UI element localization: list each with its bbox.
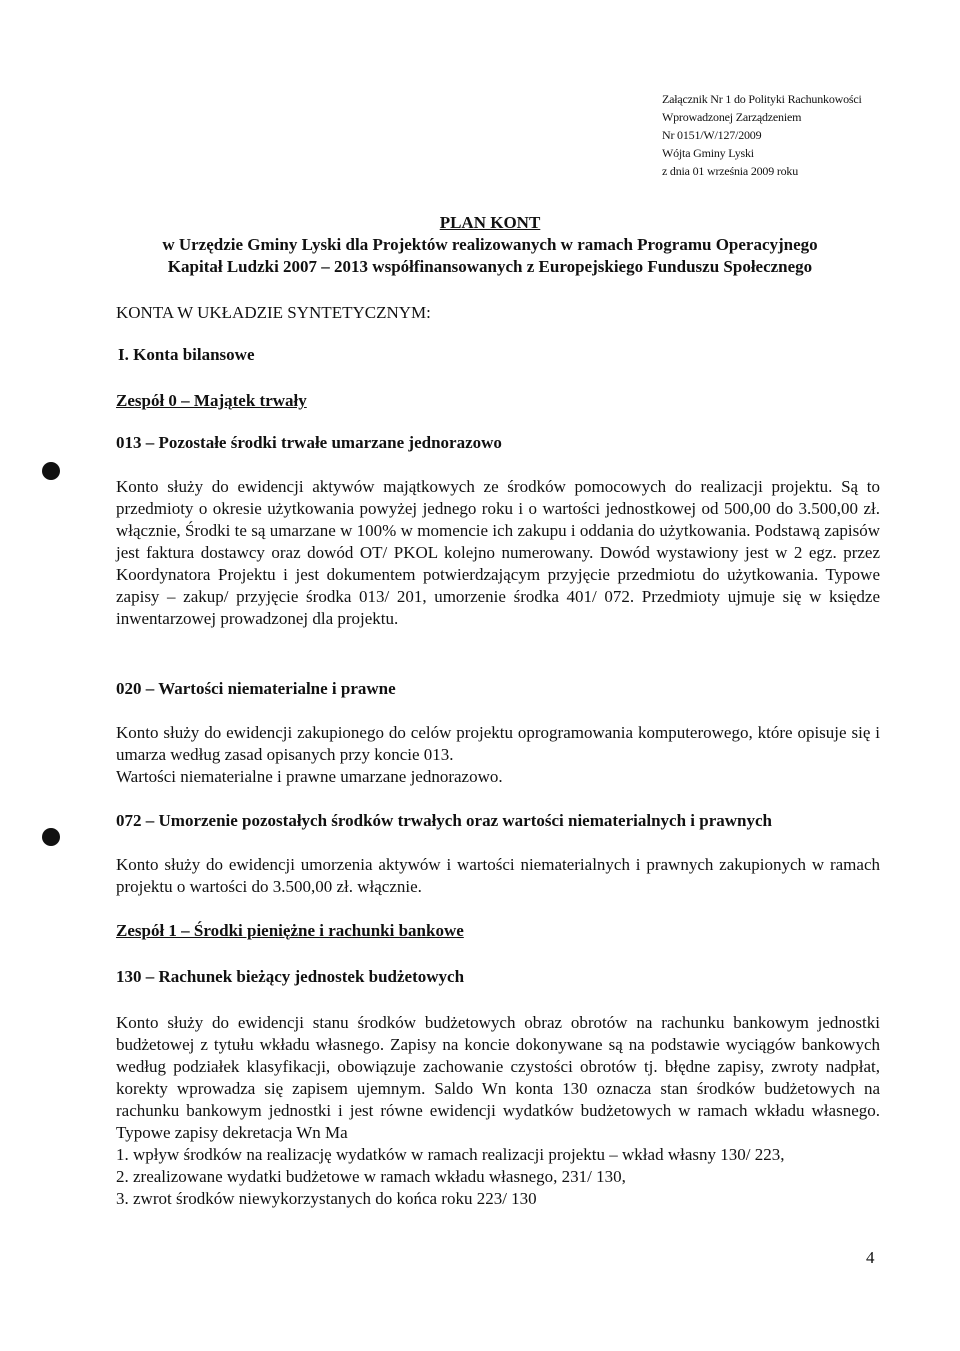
account-072-heading: 072 – Umorzenie pozostałych środków trwałych oraz wartości niematerialnych i prawnych	[116, 811, 772, 830]
paragraph: Konto służy do ewidencji aktywów majątkowych ze środków pomocowych do realizacji projektu. Są to przedmioty o okresie użytkowania powyżej jednego roku i o wartości jednostkowej od 500,00 do 3.500,00 zł. włącznie, Środki te są umarzane w 100% w momencie ich zakupu i oddania do użytkowania. Podstawą zapisów jest faktura dostawcy oraz dowód OT/ PKOL kolejno numerowany. Dowód wystawiony jest w 2 egz. przez Koordynatora Projektu i jest dokumentem potwierdzającym przyjęcie przedmiotu do użytkowania. Typowe zapisy – zakup/ przyjęcie środka 013/ 201, umorzenie środka 401/ 072. Przedmioty ujmuje się w księdze inwentarzowej prowadzonej dla projektu.	[116, 477, 880, 628]
title-block	[140, 212, 840, 278]
section-heading: KONTA W UKŁADZIE SYNTETYCZNYM:	[116, 303, 431, 322]
page-number: 4	[866, 1248, 875, 1267]
punch-hole	[42, 828, 60, 846]
paragraph: Konto służy do ewidencji stanu środków budżetowych obraz obrotów na rachunku bankowym jednostki budżetowej z tytułu wkładu własnego. Zapisy na koncie dokonywane są na podstawie wyciągów bankowych według podziałek klasyfikacji, obowiązuje zachowanie czystości obrotów tj. błędne zapisy, zwroty nadpłat, korekty wprowadza się zapisem ujemnym. Saldo Wn konta 130 oznacza stan środków budżetowych na rachunku bankowym jednostki i jest równe ewidencji wydatków budżetowych w ramach wkładu własnego. Typowe zapisy dekretacja Wn Ma	[116, 1013, 880, 1142]
subsection-heading: I. Konta bilansowe	[118, 345, 255, 364]
annex-line: Załącznik Nr 1 do Polityki Rachunkowości	[662, 92, 862, 106]
title-line: w Urzędzie Gminy Lyski dla Projektów realizowanych w ramach Programu Operacyjnego	[162, 235, 818, 254]
account-130-body	[116, 1012, 880, 1210]
paragraph: Konto służy do ewidencji umorzenia aktywów i wartości niematerialnych i prawnych zakupionych w ramach projektu o wartości do 3.500,00 zł. włącznie.	[116, 855, 880, 896]
title-line: Kapitał Ludzki 2007 – 2013 współfinansowanych z Europejskiego Funduszu Społecznego	[167, 257, 813, 276]
list-item: 3. zwrot środków niewykorzystanych do końca roku 223/ 130	[116, 1189, 537, 1208]
annex-header	[662, 90, 862, 180]
group-heading-1: Zespół 1 – Środki pieniężne i rachunki bankowe	[116, 921, 464, 940]
account-013-body	[116, 476, 880, 630]
punch-hole	[42, 462, 60, 480]
account-013-heading: 013 – Pozostałe środki trwałe umarzane jednorazowo	[116, 433, 502, 452]
page-title: PLAN KONT	[439, 213, 541, 232]
paragraph: Konto służy do ewidencji zakupionego do celów projektu oprogramowania komputerowego, które opisuje się i umarza według zasad opisanych przy koncie 013.	[116, 723, 880, 764]
annex-line: Wójta Gminy Lyski	[662, 146, 754, 160]
list-item: 2. zrealizowane wydatki budżetowe w ramach wkładu własnego, 231/ 130,	[116, 1167, 626, 1186]
group-heading-0: Zespół 0 – Majątek trwały	[116, 391, 307, 410]
annex-line: z dnia 01 września 2009 roku	[662, 164, 799, 178]
account-020-heading: 020 – Wartości niematerialne i prawne	[116, 679, 396, 698]
account-072-body	[116, 854, 880, 898]
account-020-body	[116, 722, 880, 788]
account-130-heading: 130 – Rachunek bieżący jednostek budżetowych	[116, 967, 465, 986]
list-item: 1. wpływ środków na realizację wydatków w ramach realizacji projektu – wkład własny 130/ 223,	[116, 1145, 785, 1164]
annex-line: Wprowadzonej Zarządzeniem	[662, 110, 802, 124]
paragraph: Wartości niematerialne i prawne umarzane jednorazowo.	[116, 767, 503, 786]
annex-line: Nr 0151/W/127/2009	[662, 128, 762, 142]
